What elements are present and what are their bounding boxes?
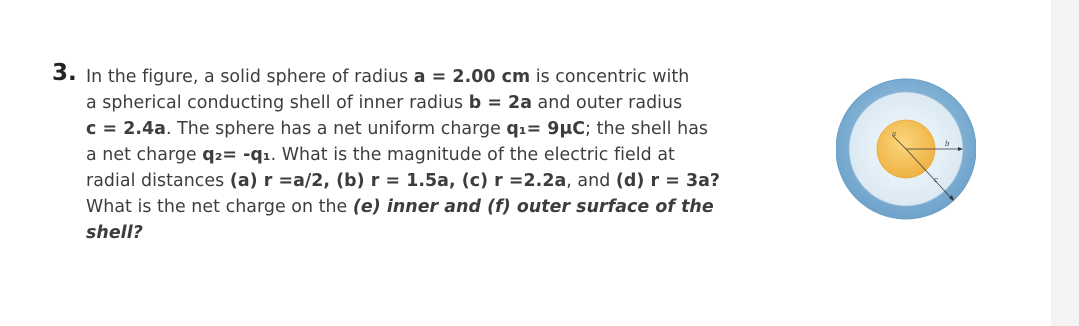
text-run: What is the net charge on the <box>86 197 353 217</box>
problem-line-3 <box>86 116 786 142</box>
text-run: . What is the magnitude of the electric field at <box>270 145 675 165</box>
parts-e-f-end: shell? <box>86 223 143 243</box>
text-run: a net charge <box>86 145 203 165</box>
label-b: b <box>945 140 950 148</box>
radius-a-value: a = 2.00 cm <box>413 67 531 87</box>
problem-line-4 <box>86 142 786 168</box>
problem-line-7 <box>86 220 786 246</box>
text-run: , and <box>566 171 616 191</box>
problem-number: 3. <box>52 60 77 86</box>
label-a: a <box>892 130 897 138</box>
text-run: In the figure, a solid sphere of radius <box>86 67 414 87</box>
text-run: radial distances <box>86 171 230 191</box>
parts-e-f: (e) inner and (f) outer surface of the <box>352 197 714 217</box>
part-d: (d) r = 3a? <box>615 171 721 191</box>
text-run: is concentric with <box>530 67 690 87</box>
text-run: . The sphere has a net uniform charge <box>165 119 507 139</box>
concentric-sphere-figure <box>836 64 976 234</box>
text-run: and outer radius <box>531 93 683 113</box>
inner-radius-b-value: b = 2a <box>468 93 532 113</box>
right-margin-strip <box>1051 0 1079 326</box>
problem-line-1 <box>86 64 786 90</box>
text-run: a spherical conducting shell of inner radius <box>86 93 469 113</box>
problem-line-5 <box>86 168 786 194</box>
label-c: c <box>934 176 938 184</box>
problem-text <box>86 64 786 246</box>
outer-radius-c-value: c = 2.4a <box>86 119 166 139</box>
problem-line-2 <box>86 90 786 116</box>
problem-line-6 <box>86 194 786 220</box>
parts-a-to-c: (a) r =a/2, (b) r = 1.5a, (c) r =2.2a <box>229 171 567 191</box>
charge-q2-value: q₂= -q₁ <box>202 145 271 165</box>
text-run: ; the shell has <box>585 119 709 139</box>
charge-q1-value: q₁= 9μC <box>506 119 586 139</box>
